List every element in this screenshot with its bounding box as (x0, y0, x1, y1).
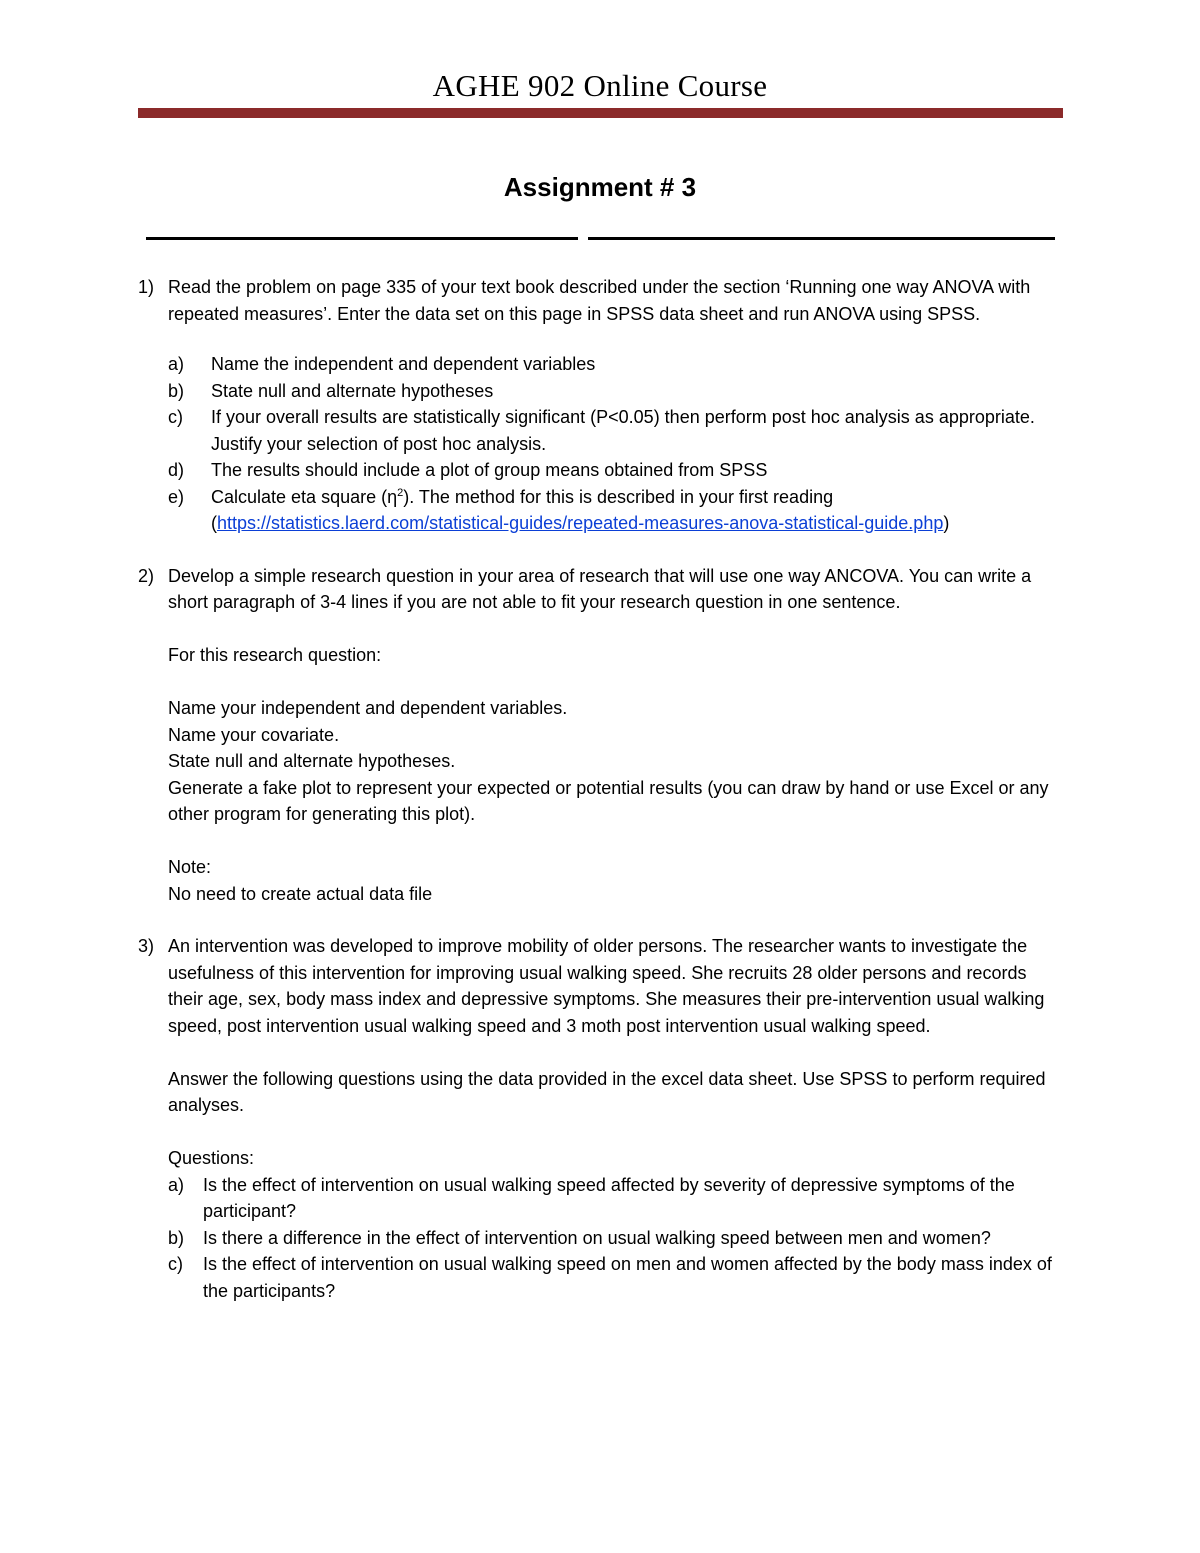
question-number: 3) (138, 936, 155, 956)
item-letter: a) (168, 354, 185, 374)
question-2 (138, 563, 1063, 908)
instruction-text: Answer the following questions using the data provided in the excel data sheet. Use SPSS to perform required analyses. (168, 1068, 1046, 1115)
question-text: Develop a simple research question in your area of research that will use one way ANCOVA. You can write a short paragraph of 3-4 lines if you are not able to fit your research question in one sentence. (168, 565, 1032, 612)
reading-link[interactable]: https://statistics.laerd.com/statistical-guides/repeated-measures-anova-statistical-guide.php (217, 513, 944, 533)
question-text: An intervention was developed to improve mobility of older persons. The researcher wants to investigate the usefulness of this intervention for improving usual walking speed. She recruits 28 older persons and records their age, sex, body mass index and depressive symptoms. She measures their pre-intervention usual walking speed, post intervention usual walking speed and 3 moth post intervention usual walking speed. (168, 936, 1045, 1036)
page-header: AGHE 902 Online Course (432, 68, 768, 103)
instruction-line: Name your independent and dependent variables. (168, 698, 568, 718)
list-item (168, 404, 1063, 457)
list-item (168, 1172, 1063, 1225)
superscript-two: 2 (397, 486, 404, 499)
item-text: Is the effect of intervention on usual walking speed affected by severity of depressive symptoms of the participant? (203, 1174, 1015, 1221)
item-text-cont: ). The method for this is described in your first reading (403, 486, 834, 507)
item-letter: c) (168, 407, 183, 427)
item-letter: d) (168, 460, 185, 480)
document-body (138, 274, 1063, 1330)
paren-close: ) (943, 513, 950, 533)
question-number: 1) (138, 277, 155, 297)
item-letter: b) (168, 380, 185, 401)
title-underline-left (146, 237, 578, 240)
item-letter: e) (168, 486, 185, 507)
instruction-line: State null and alternate hypotheses. (168, 751, 456, 771)
item-text: State null and alternate hypotheses (211, 380, 494, 401)
research-question-label: For this research question: (168, 645, 382, 665)
question-1-items (168, 351, 1063, 537)
list-item (168, 1251, 1063, 1304)
question-number: 2) (138, 565, 155, 586)
item-text: Is the effect of intervention on usual walking speed on men and women affected by the body mass index of the participants? (203, 1254, 1052, 1301)
item-letter: a) (168, 1174, 185, 1195)
question-1 (138, 274, 1063, 537)
note-label: Note: (168, 857, 212, 877)
list-item (168, 351, 1063, 378)
item-letter: c) (168, 1254, 183, 1274)
note-text: No need to create actual data file (168, 883, 433, 904)
item-text: Calculate eta square (η (211, 486, 398, 507)
instruction-line: Name your covariate. (168, 724, 340, 745)
instruction-line: Generate a fake plot to represent your expected or potential results (you can draw by hand or use Excel or any other program for generating this plot). (168, 777, 1049, 824)
item-letter: b) (168, 1227, 185, 1248)
header-rule (138, 108, 1063, 118)
list-item (168, 457, 1063, 484)
paren-open: ( (211, 513, 217, 533)
questions-label: Questions: (168, 1148, 255, 1168)
item-text: If your overall results are statistically significant (P<0.05) then perform post hoc analysis as appropriate. Justify your selection of post hoc analysis. (211, 407, 1035, 454)
question-text: Read the problem on page 335 of your text book described under the section ‘Running one way ANOVA with repeated measures’. Enter the data set on this page in SPSS data sheet and run ANOVA using SPSS. (168, 277, 1031, 324)
item-text: The results should include a plot of group means obtained from SPSS (211, 460, 768, 480)
question-3 (138, 933, 1063, 1304)
item-text: Is there a difference in the effect of intervention on usual walking speed between men and women? (203, 1227, 991, 1248)
document-title: Assignment # 3 (503, 172, 697, 202)
list-item (168, 1225, 1063, 1252)
list-item (168, 378, 1063, 405)
item-text: Name the independent and dependent variables (211, 354, 596, 374)
title-underline-right (588, 237, 1055, 240)
list-item (168, 484, 1063, 537)
